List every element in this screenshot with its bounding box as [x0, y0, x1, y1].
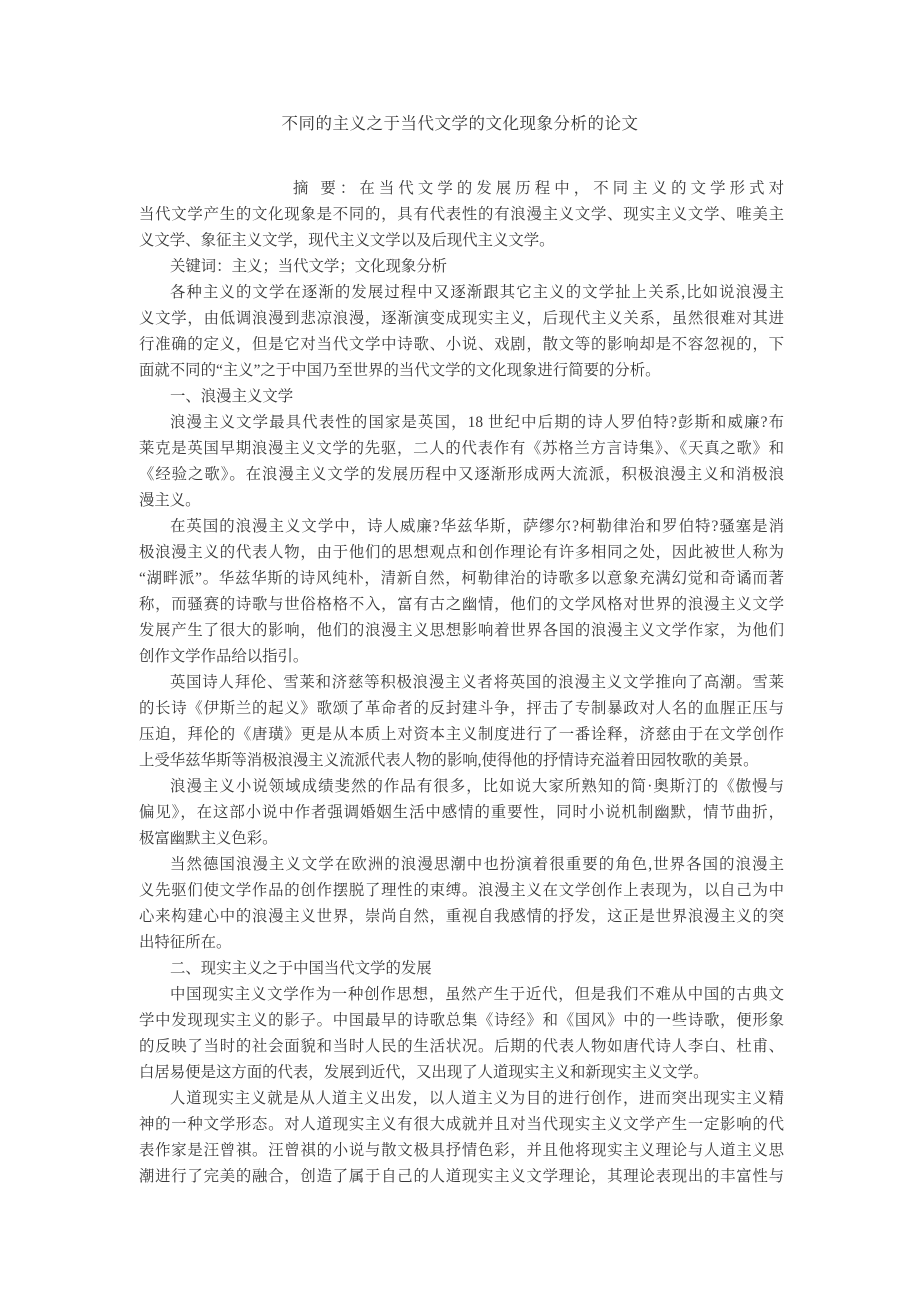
text-line: 潮进行了完美的融合，创造了属于自己的人道现实主义文学理论，其理论表现出的丰富性与 — [139, 1168, 784, 1185]
paragraph-romanticism-4 — [139, 774, 784, 852]
text-line: 人道现实主义就是从人道主义出发，以人道主义为目的进行创作，进而突出现实主义精 — [170, 1090, 784, 1107]
paragraph-realism-1 — [139, 982, 784, 1086]
text-line: 神的一种文学形态。对人道现实主义有很大成就并且对当代现实主义文学产生一定影响的代 — [139, 1116, 784, 1133]
text-line: 偏见》，在这部小说中作者强调婚姻生活中感情的重要性，同时小说机制幽默，情节曲折， — [139, 804, 784, 821]
text-line: 表作家是汪曾祺。汪曾祺的小说与散文极具抒情色彩，并且他将现实主义理论与人道主义思 — [139, 1142, 784, 1159]
text-line: 出特征所在。 — [139, 934, 232, 951]
text-line: 在英国的浪漫主义文学中，诗人威廉?华兹华斯，萨缪尔?柯勒律治和罗伯特?骚塞是消 — [170, 518, 784, 535]
text-line: 义文学，由低调浪漫到悲凉浪漫，逐渐演变成现实主义，后现代主义关系，虽然很难对其进 — [139, 310, 784, 327]
text-line: 二、现实主义之于中国当代文学的发展 — [170, 960, 432, 977]
text-line: 义先驱们使文学作品的创作摆脱了理性的束缚。浪漫主义在文学创作上表现为，以自己为中 — [139, 882, 784, 899]
text-line: 一、浪漫主义文学 — [170, 388, 294, 405]
document-title: 不同的主义之于当代文学的文化现象分析的论文 — [281, 114, 639, 133]
paragraph-heading-realism — [139, 956, 784, 982]
text-line: 英国诗人拜伦、雪莱和济慈等积极浪漫主义者将英国的浪漫主义文学推向了高潮。雪莱 — [170, 674, 784, 691]
text-line: 行准确的定义，但是它对当代文学中诗歌、小说、戏剧，散文等的影响却是不容忽视的，下 — [139, 336, 784, 353]
text-line: 压迫，拜伦的《唐璜》更是从本质上对资本主义制度进行了一番诠释，济慈由于在文学创作 — [139, 726, 784, 743]
text-line: 浪漫主义文学最具代表性的国家是英国，18 世纪中后期的诗人罗伯特?彭斯和威廉?布 — [170, 414, 784, 431]
text-line: 创作文学作品给以指引。 — [139, 648, 309, 665]
text-line: 关键词：主义；当代文学；文化现象分析 — [170, 258, 448, 275]
text-line: 当代文学产生的文化现象是不同的，具有代表性的有浪漫主义文学、现实主义文学、唯美主 — [139, 206, 784, 223]
text-line: 白居易便是这方面的代表，发展到近代，又出现了人道现实主义和新现实主义文学。 — [139, 1064, 709, 1081]
text-line: 称，而骚赛的诗歌与世俗格格不入，富有古之幽情，他们的文学风格对世界的浪漫主义文学 — [139, 596, 784, 613]
paragraph-keywords — [139, 254, 784, 280]
paragraph-romanticism-1 — [139, 410, 784, 514]
document-body — [139, 176, 784, 1190]
text-line: 心来构建心中的浪漫主义世界，崇尚自然，重视自我感情的抒发，这正是世界浪漫主义的突 — [139, 908, 784, 925]
text-line: 极浪漫主义的代表人物，由于他们的思想观点和创作理论有许多相同之处，因此被世人称为 — [139, 544, 784, 561]
paragraph-realism-2 — [139, 1086, 784, 1190]
text-line: 义文学、象征主义文学，现代主义文学以及后现代主义文学。 — [139, 232, 555, 249]
paragraph-intro — [139, 280, 784, 384]
text-line: 漫主义。 — [139, 492, 201, 509]
text-line: 的长诗《伊斯兰的起义》歌颂了革命者的反封建斗争，抨击了专制暴政对人名的血腥正压与 — [139, 700, 784, 717]
text-line: 摘 要：在当代文学的发展历程中，不同主义的文学形式对 — [293, 180, 784, 197]
text-line: 当然德国浪漫主义文学在欧洲的浪漫思潮中也扮演着很重要的角色,世界各国的浪漫主 — [170, 856, 784, 873]
paragraph-heading-romanticism — [139, 384, 784, 410]
text-line: 面就不同的“主义”之于中国乃至世界的当代文学的文化现象进行简要的分析。 — [139, 362, 661, 379]
text-line: “湖畔派”。华兹华斯的诗风纯朴，清新自然，柯勒律治的诗歌多以意象充满幻觉和奇谲而著 — [139, 570, 784, 587]
text-line: 学中发现现实主义的影子。中国最早的诗歌总集《诗经》和《国风》中的一些诗歌，便形象 — [139, 1012, 784, 1029]
text-line: 上受华兹华斯等消极浪漫主义流派代表人物的影响,使得他的抒情诗充溢着田园牧歌的美景。 — [139, 752, 759, 769]
paragraph-romanticism-2 — [139, 514, 784, 670]
text-line: 发展产生了很大的影响，他们的浪漫主义思想影响着世界各国的浪漫主义文学作家，为他们 — [139, 622, 784, 639]
text-line: 《经验之歌》。在浪漫主义文学的发展历程中又逐渐形成两大流派，积极浪漫主义和消极浪 — [139, 466, 784, 483]
paragraph-romanticism-3 — [139, 670, 784, 774]
paragraph-romanticism-5 — [139, 852, 784, 956]
text-line: 极富幽默主义色彩。 — [139, 830, 278, 847]
text-line: 莱克是英国早期浪漫主义文学的先驱，二人的代表作有《苏格兰方言诗集》、《天真之歌》和 — [139, 440, 784, 457]
text-line: 中国现实主义文学作为一种创作思想，虽然产生于近代，但是我们不难从中国的古典文 — [170, 986, 784, 1003]
paragraph-abstract — [139, 176, 784, 254]
text-line: 浪漫主义小说领域成绩斐然的作品有很多，比如说大家所熟知的简·奥斯汀的《傲慢与 — [170, 778, 784, 795]
text-line: 各种主义的文学在逐渐的发展过程中又逐渐跟其它主义的文学扯上关系,比如说浪漫主 — [170, 284, 784, 301]
text-line: 的反映了当时的社会面貌和当时人民的生活状况。后期的代表人物如唐代诗人李白、杜甫、 — [139, 1038, 784, 1055]
